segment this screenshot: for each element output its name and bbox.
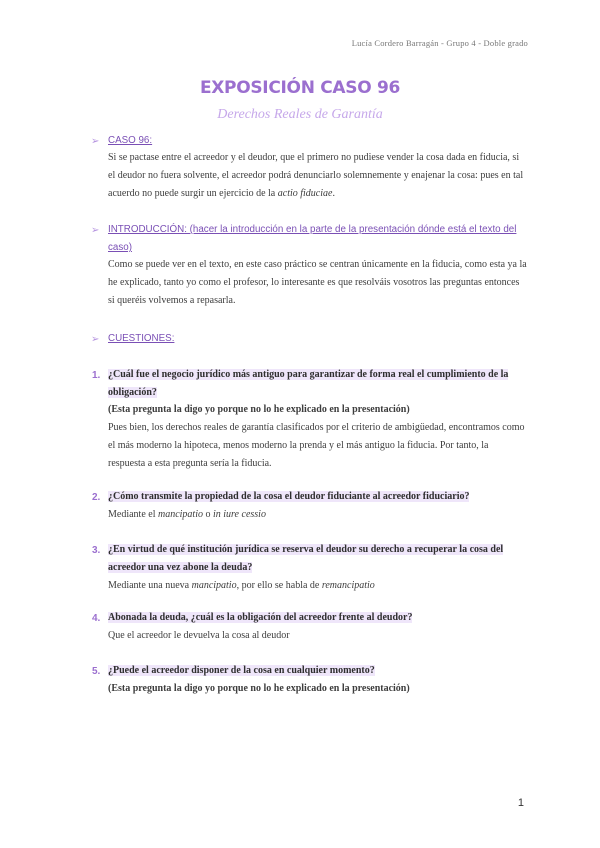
section-text-introduccion: Como se puede ver en el texto, en este caso práctico se centran únicamente en la fiducia, como esta ya la he explicado, tanto yo como el profesor, lo interesante es que resolváis vosotros las preguntas entonces si queréis volvemos a repasarla. xyxy=(108,259,527,306)
question-5: ¿Puede el acreedor disponer de la cosa en cualquier momento? xyxy=(108,665,375,676)
section-heading-introduccion: INTRODUCCIÓN: (hacer la introducción en la parte de la presentación dónde está el texto del caso) xyxy=(108,224,517,253)
question-4: Abonada la deuda, ¿cuál es la obligación del acreedor frente al deudor? xyxy=(108,612,413,623)
page-number: 1 xyxy=(517,797,524,809)
question-3: ¿En virtud de qué institución jurídica se reserva el deudor su derecho a recuperar la cosa del acreedor una vez abone la deuda? xyxy=(108,544,504,573)
arrow-bullet-icon: ➢ xyxy=(91,136,100,147)
page-title: EXPOSICIÓN CASO 96 xyxy=(199,78,401,98)
page-subtitle: Derechos Reales de Garantía xyxy=(217,107,383,122)
question-number: 3. xyxy=(92,545,101,556)
question-1: ¿Cuál fue el negocio jurídico más antiguo para garantizar de forma real el cumplimiento de la obligación? xyxy=(108,369,509,398)
answer-5: (Esta pregunta la digo yo porque no lo he explicado en la presentación) xyxy=(108,683,410,694)
author-header: Lucía Cordero Barragán - Grupo 4 - Doble grado xyxy=(351,38,528,48)
section-heading-cuestiones: CUESTIONES: xyxy=(108,333,175,344)
answer-2: Mediante el mancipatio o in iure cessio xyxy=(108,509,266,520)
arrow-bullet-icon: ➢ xyxy=(91,225,100,236)
question-number: 4. xyxy=(92,613,101,624)
question-number: 5. xyxy=(92,666,101,677)
answer-3: Mediante una nueva mancipatio, por ello se habla de remancipatio xyxy=(108,580,375,591)
answer-4: Que el acreedor le devuelva la cosa al deudor xyxy=(108,630,290,641)
arrow-bullet-icon: ➢ xyxy=(91,334,100,345)
section-text-caso: Si se pactase entre el acreedor y el deudor, que el primero no pudiese vender la cosa dada en fiducia, si el deudor no fuera solvente, el acreedor podrá denunciarlo solemnemente y enajenar la cosa: pues en tal acuerdo no puede surgir un ejercicio de la actio fiduciae. xyxy=(108,152,524,199)
question-number: 2. xyxy=(92,492,101,503)
question-2: ¿Cómo transmite la propiedad de la cosa el deudor fiduciante al acreedor fiduciario? xyxy=(108,491,470,502)
section-heading-caso: CASO 96: xyxy=(108,135,153,146)
question-number: 1. xyxy=(92,370,101,381)
answer-1: (Esta pregunta la digo yo porque no lo he explicado en la presentación) Pues bien, los derechos reales de garantía clasificados por el criterio de ambigüedad, encontramos como el más moderno la hipoteca, menos moderno la prenda y el más antiguo la fiducia. Por tanto, la respuesta a esta pregunta sería la fiducia. xyxy=(108,404,525,469)
